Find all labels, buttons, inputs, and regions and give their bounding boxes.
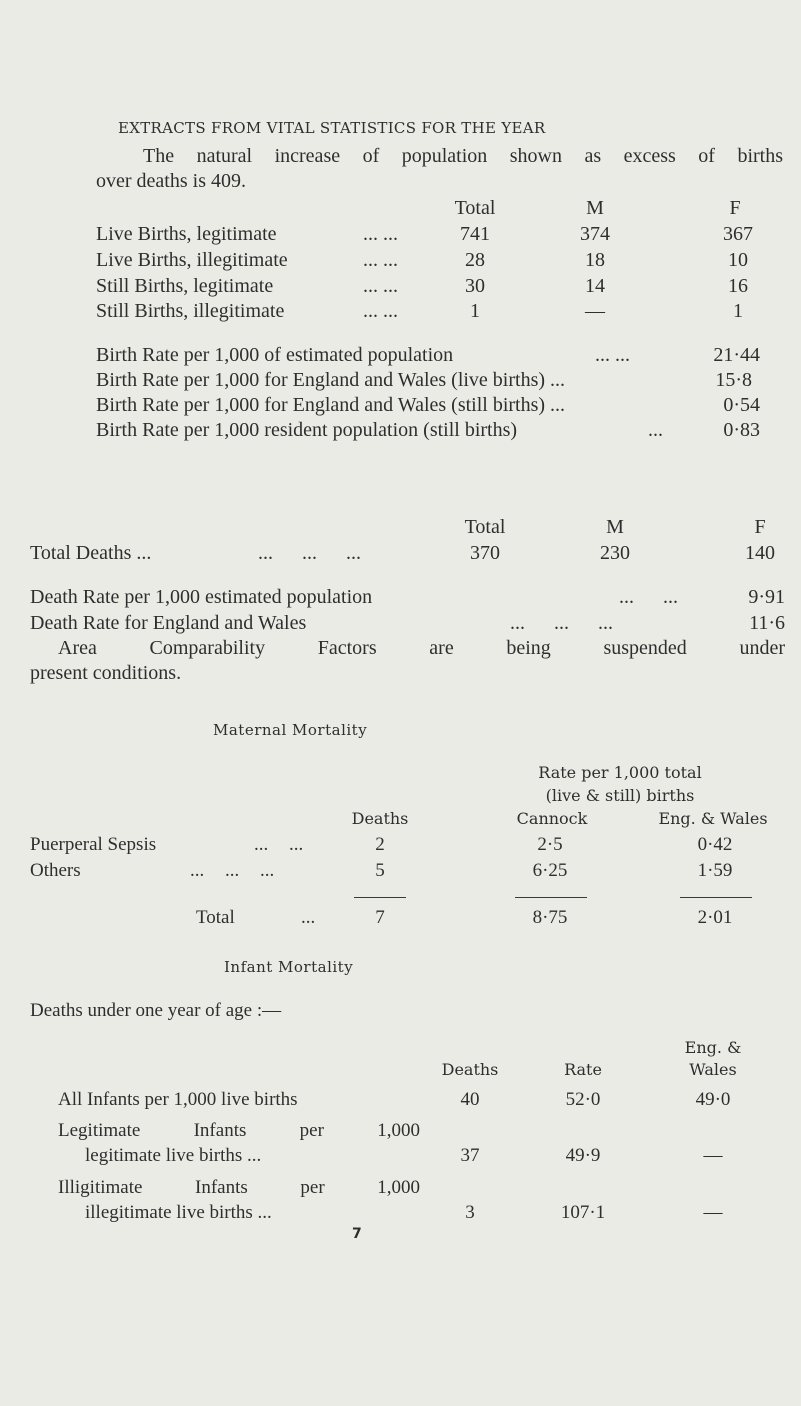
maternal-col-cannock: Cannock <box>516 809 588 828</box>
infant-row-rate: 52·0 <box>565 1089 601 1110</box>
births-header-m: M <box>586 197 604 219</box>
births-row-m: 374 <box>580 223 610 245</box>
births-row-total: 741 <box>460 223 490 245</box>
comparability-line-1: Area Comparability Factors are being suspended under <box>58 637 785 659</box>
maternal-total-rule <box>515 897 587 898</box>
birth-rate-label: Birth Rate per 1,000 for England and Wales (still births) ... <box>96 394 566 416</box>
maternal-total-label: Total <box>196 907 235 928</box>
births-row-total: 28 <box>465 249 485 271</box>
births-row-f: 10 <box>728 249 748 271</box>
births-row-m: 18 <box>585 249 605 271</box>
infant-heading: Infant Mortality <box>224 958 354 976</box>
maternal-total-dots: ... <box>301 907 316 928</box>
births-row-dots: ... ... <box>363 275 398 297</box>
infant-row-deaths: 3 <box>465 1202 475 1223</box>
births-row-label: Live Births, illegitimate <box>96 249 288 271</box>
births-row-dots: ... ... <box>363 223 398 245</box>
death-rate-label: Death Rate for England and Wales <box>30 612 307 634</box>
maternal-total-rule <box>354 897 406 898</box>
deaths-header-total: Total <box>464 516 506 538</box>
total-deaths-dots: ... ... ... <box>258 542 361 564</box>
birth-rate-value: 15·8 <box>715 369 752 391</box>
infant-row-eng: — <box>703 1145 723 1166</box>
births-row-m: — <box>585 300 605 322</box>
death-rate-value: 11·6 <box>749 612 785 634</box>
page-title: EXTRACTS FROM VITAL STATISTICS FOR THE YEAR <box>118 119 546 137</box>
maternal-col-eng: Eng. & Wales <box>658 809 768 828</box>
total-deaths-label: Total Deaths ... <box>30 542 152 564</box>
comparability-line-2: present conditions. <box>30 662 182 684</box>
maternal-row-eng: 0·42 <box>697 834 733 855</box>
infant-row-label-cont: legitimate live births ... <box>85 1145 262 1166</box>
birth-rate-label: Birth Rate per 1,000 for England and Wales (live births) ... <box>96 369 566 391</box>
total-deaths-f: 140 <box>745 542 775 564</box>
birth-rate-dots: ... ... <box>595 344 630 366</box>
maternal-total-rule <box>680 897 752 898</box>
intro-line-2: over deaths is 409. <box>96 170 246 192</box>
deaths-header-m: M <box>606 516 624 538</box>
infant-intro: Deaths under one year of age :— <box>30 1000 282 1021</box>
births-header-total: Total <box>454 197 496 219</box>
births-row-m: 14 <box>585 275 605 297</box>
births-row-f: 1 <box>733 300 743 322</box>
maternal-row-deaths: 5 <box>375 860 385 881</box>
birth-rate-value: 21·44 <box>713 344 760 366</box>
maternal-row-eng: 1·59 <box>697 860 733 881</box>
maternal-row-label: Puerperal Sepsis <box>30 834 157 855</box>
infant-row-rate: 107·1 <box>560 1202 606 1223</box>
death-rate-dots: ... ... ... <box>510 612 613 634</box>
infant-col-rate: Rate <box>564 1060 602 1079</box>
maternal-row-cannock: 6·25 <box>532 860 568 881</box>
infant-col-eng-1: Eng. & <box>684 1038 742 1057</box>
maternal-total-cannock: 8·75 <box>532 907 568 928</box>
birth-rate-label: Birth Rate per 1,000 of estimated population <box>96 344 454 366</box>
births-row-total: 1 <box>470 300 480 322</box>
maternal-heading: Maternal Mortality <box>213 721 368 739</box>
death-rate-value: 9·91 <box>748 586 785 608</box>
births-row-f: 16 <box>728 275 748 297</box>
births-row-label: Live Births, legitimate <box>96 223 277 245</box>
birth-rate-label: Birth Rate per 1,000 resident population (still births) <box>96 419 518 441</box>
birth-rate-value: 0·83 <box>723 419 760 441</box>
page-number: 7 <box>352 1226 362 1242</box>
births-row-label: Still Births, illegitimate <box>96 300 285 322</box>
infant-row-label: Legitimate Infants per 1,000 <box>58 1120 420 1141</box>
birth-rate-value: 0·54 <box>723 394 760 416</box>
infant-col-eng-2: Wales <box>689 1060 737 1079</box>
maternal-row-label: Others <box>30 860 81 881</box>
death-rate-label: Death Rate per 1,000 estimated population <box>30 586 373 608</box>
infant-row-eng: 49·0 <box>695 1089 731 1110</box>
maternal-row-deaths: 2 <box>375 834 385 855</box>
births-row-dots: ... ... <box>363 300 398 322</box>
birth-rate-dots: ... <box>648 419 663 441</box>
births-row-dots: ... ... <box>363 249 398 271</box>
infant-col-deaths: Deaths <box>441 1060 499 1079</box>
maternal-total-deaths: 7 <box>375 907 385 928</box>
deaths-header-f: F <box>754 516 766 538</box>
maternal-row-dots: ... ... <box>254 834 304 855</box>
total-deaths-m: 230 <box>600 542 630 564</box>
infant-row-rate: 49·9 <box>565 1145 601 1166</box>
infant-row-deaths: 37 <box>460 1145 480 1166</box>
births-row-f: 367 <box>723 223 753 245</box>
maternal-total-eng: 2·01 <box>697 907 733 928</box>
maternal-rate-header-1: Rate per 1,000 total <box>538 763 702 782</box>
death-rate-dots: ... ... <box>619 586 678 608</box>
infant-row-deaths: 40 <box>460 1089 480 1110</box>
maternal-rate-header-2: (live & still) births <box>545 786 695 805</box>
births-row-total: 30 <box>465 275 485 297</box>
maternal-row-cannock: 2·5 <box>537 834 563 855</box>
infant-row-label: Illigitimate Infants per 1,000 <box>58 1177 420 1198</box>
infant-row-label-cont: illegitimate live births ... <box>85 1202 272 1223</box>
infant-row-label: All Infants per 1,000 live births <box>58 1089 298 1110</box>
births-header-f: F <box>729 197 741 219</box>
intro-line-1: The natural increase of population shown as excess of births <box>143 145 783 167</box>
total-deaths-total: 370 <box>470 542 500 564</box>
maternal-col-deaths: Deaths <box>351 809 409 828</box>
infant-row-eng: — <box>703 1202 723 1223</box>
maternal-row-dots: ... ... ... <box>190 860 275 881</box>
births-row-label: Still Births, legitimate <box>96 275 274 297</box>
